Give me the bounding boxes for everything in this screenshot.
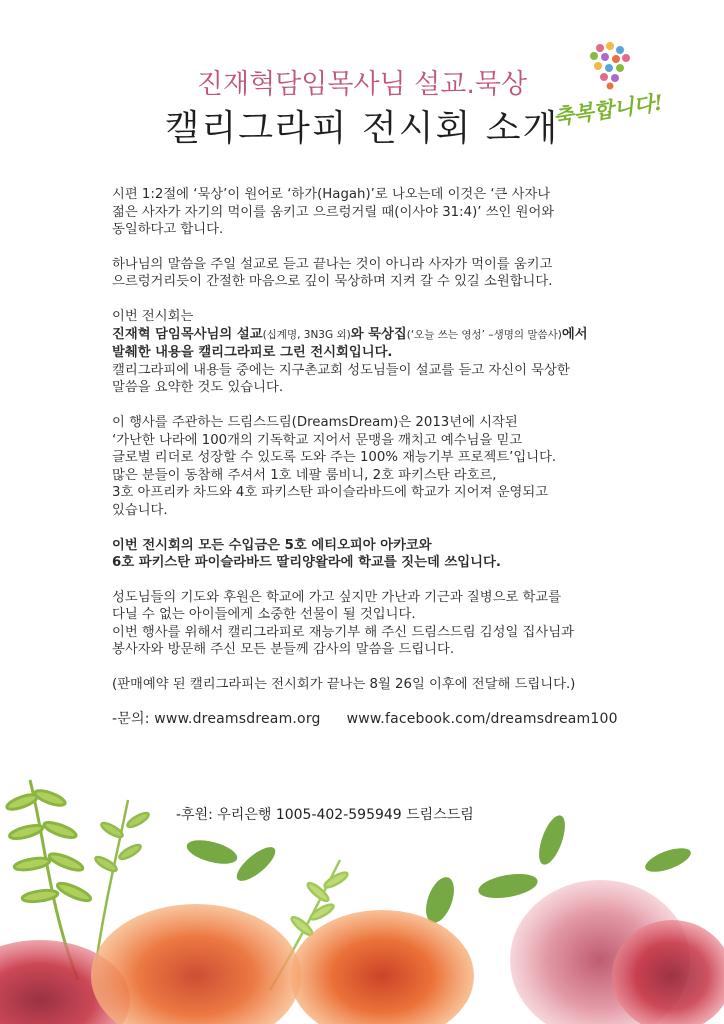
paragraph-wish: 하나님의 말씀을 주일 설교로 듣고 끝나는 것이 아니라 사자가 먹이를 움키고 으르렁거리듯이 간절한 마음으로 깊이 묵상하며 지켜 갈 수 있길 소원합니다. bbox=[112, 256, 553, 290]
flower-orange-center bbox=[290, 910, 474, 1024]
paragraph-exhibition: 이번 전시회는 진재혁 담임목사님의 설교(십계명, 3N3G 외)와 묵상집(‘오늘 쓰는 영성’ –생명의 말씀사)에서 발췌한 내용을 캘리그라피로 그린 전시회입니다. 캘리그라피에 내용들 중에는 지구촌교회 성도님들이 설교를 듣고 자신이 묵상한 말씀을 요약한 것도 있습니다. bbox=[112, 308, 588, 396]
flower-orange-left bbox=[91, 904, 301, 1024]
paragraph-delivery-note: (판매예약 된 캘리그라피는 전시회가 끝나는 8월 26일 이후에 전달해 드립니다.) bbox=[112, 677, 576, 693]
title-line-1: 진재혁담임목사님 설교.묵상 bbox=[196, 69, 528, 100]
body-text bbox=[112, 186, 672, 728]
website-link[interactable]: -문의: www.dreamsdream.org bbox=[112, 710, 321, 727]
sponsor-account: -후원: 우리은행 1005-402-595949 드림스드림 bbox=[176, 807, 474, 823]
paragraph-thanks: 성도님들의 기도와 후원은 학교에 가고 싶지만 가난과 기근과 질병으로 학교를 다닐 수 없는 아이들에게 소중한 선물이 될 것입니다. 이번 행사를 위해서 캘리그라피로 재능기부 해 주신 드림스드림 김성일 집사님과 봉사자와 방문해 주신 모든 분들께 감사의 말씀을 드립니다. bbox=[112, 589, 574, 658]
watercolor-flowers-illustration bbox=[0, 740, 724, 1024]
title-line-2: 캘리그라피 전시회 소개 bbox=[164, 108, 560, 149]
contact-line bbox=[112, 711, 672, 729]
blessing-badge bbox=[548, 38, 668, 128]
facebook-link[interactable]: www.facebook.com/dreamsdream100 bbox=[346, 710, 618, 727]
paragraph-dreamsdream: 이 행사를 주관하는 드림스드림(DreamsDream)은 2013년에 시작된 ‘가난한 나라에 100개의 기독학교 지어서 문맹을 깨치고 예수님을 믿고 글로벌 리더로 성장할 수 있도록 도와 주는 100% 재능기부 프로젝트’입니다. 많은 분들이 동참해 주셔서 1호 네팔 룸비니, 2호 파키스탄 라호르, 3호 아프리카 차드와 4호 파키스탄 파이슬라바드에 학교가 지어져 운영되고 있습니다. bbox=[112, 414, 557, 518]
paragraph-hagah: 시편 1:2절에 ‘묵상’이 원어로 ‘하가(Hagah)’로 나오는데 이것은 ‘큰 사자나 젊은 사자가 자기의 먹이를 움키고 으르렁거릴 때(이사야 31:4)’ 쓰인 원어와 동일하다고 합니다. bbox=[112, 187, 555, 238]
paragraph-proceeds: 이번 전시회의 모든 수입금은 5호 에티오피아 아카코와 6호 파키스탄 파이슬라바드 딸리양왈라에 학교를 짓는데 쓰입니다. bbox=[112, 537, 501, 571]
blessing-text: 축복합니다! bbox=[551, 89, 665, 130]
